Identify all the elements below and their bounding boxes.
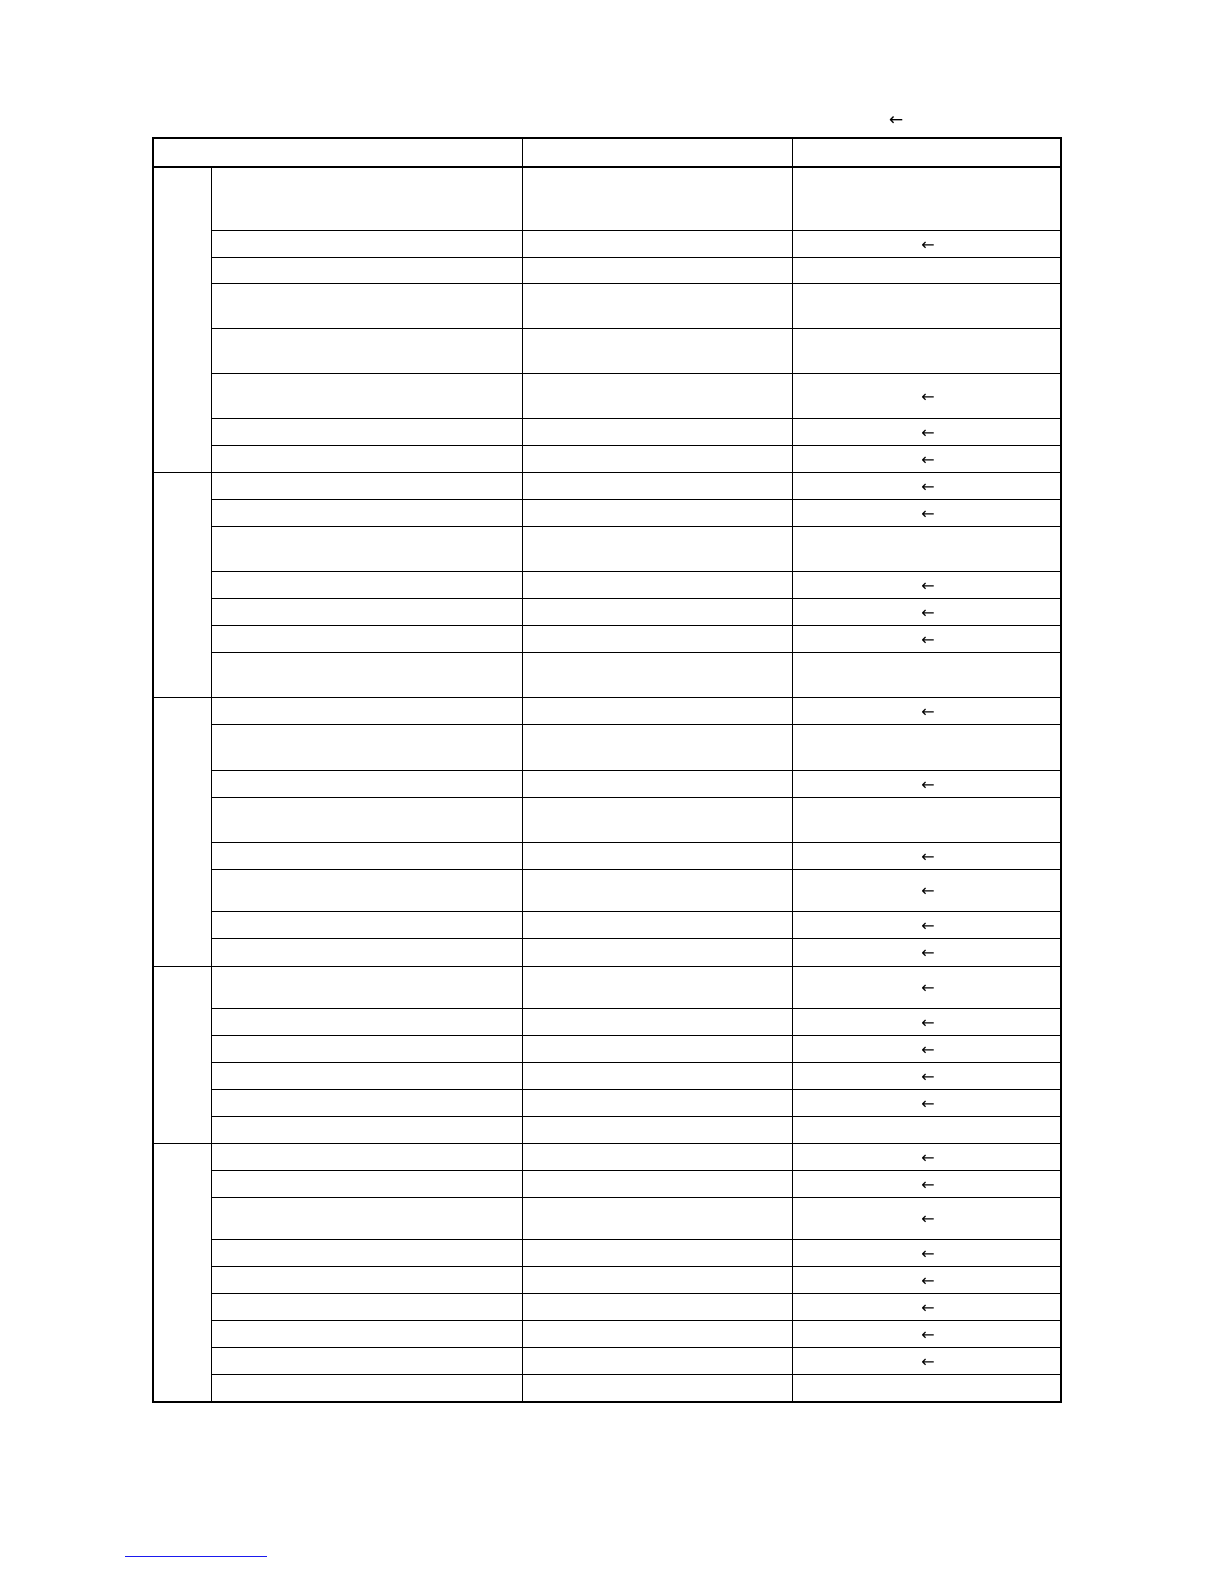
row-divider: [211, 571, 1060, 572]
row-divider: [211, 911, 1060, 912]
same-as-left-arrow: ←: [921, 234, 935, 254]
same-as-left-arrow: ←: [921, 1093, 935, 1113]
group-divider: [154, 966, 1060, 967]
same-as-left-arrow: ←: [921, 1351, 935, 1371]
row-divider: [211, 1089, 1060, 1090]
row-divider: [211, 842, 1060, 843]
same-as-left-arrow: ←: [921, 503, 935, 523]
same-as-left-arrow: ←: [921, 1297, 935, 1317]
row-divider: [211, 1035, 1060, 1036]
row-divider: [211, 1320, 1060, 1321]
same-as-left-arrow: ←: [921, 846, 935, 866]
row-divider: [211, 598, 1060, 599]
row-divider: [211, 1239, 1060, 1240]
same-as-left-arrow: ←: [921, 774, 935, 794]
row-divider: [211, 1374, 1060, 1375]
row-divider: [211, 257, 1060, 258]
row-divider: [211, 526, 1060, 527]
row-divider: [211, 328, 1060, 329]
same-as-left-arrow: ←: [921, 575, 935, 595]
row-divider: [211, 373, 1060, 374]
same-as-left-arrow: ←: [921, 1147, 935, 1167]
same-as-left-arrow: ←: [921, 1209, 935, 1228]
same-as-left-arrow: ←: [921, 943, 935, 962]
same-as-left-arrow: ←: [921, 386, 935, 406]
row-divider: [211, 499, 1060, 500]
same-as-left-arrow: ←: [921, 422, 935, 442]
legend-arrow-symbol: ←: [888, 110, 904, 130]
same-as-left-arrow: ←: [921, 1270, 935, 1290]
same-as-left-arrow: ←: [921, 1174, 935, 1194]
same-as-left-arrow: ←: [921, 449, 935, 469]
row-divider: [211, 938, 1060, 939]
group-divider: [154, 1143, 1060, 1144]
row-divider: [211, 1062, 1060, 1063]
header-divider: [154, 166, 1060, 168]
same-as-left-arrow: ←: [921, 629, 935, 649]
row-divider: [211, 1116, 1060, 1117]
same-as-left-arrow: ←: [921, 476, 935, 496]
row-divider: [211, 1347, 1060, 1348]
row-divider: [211, 283, 1060, 284]
row-divider: [211, 418, 1060, 419]
row-divider: [211, 797, 1060, 798]
row-divider: [211, 1197, 1060, 1198]
row-divider: [211, 445, 1060, 446]
row-divider: [211, 770, 1060, 771]
row-divider: [211, 1008, 1060, 1009]
group-divider: [154, 472, 1060, 473]
row-divider: [211, 625, 1060, 626]
same-as-left-arrow: ←: [921, 1324, 935, 1344]
same-as-left-arrow: ←: [921, 881, 935, 900]
row-divider: [211, 652, 1060, 653]
same-as-left-arrow: ←: [921, 1243, 935, 1263]
comparison-table: [152, 137, 1062, 1403]
same-as-left-arrow: ←: [921, 602, 935, 622]
same-as-left-arrow: ←: [921, 1039, 935, 1059]
row-divider: [211, 1266, 1060, 1267]
group-column-divider: [211, 166, 212, 1402]
footer-link-underline[interactable]: [125, 1556, 267, 1557]
row-divider: [211, 230, 1060, 231]
same-as-left-arrow: ←: [921, 915, 935, 935]
row-divider: [211, 724, 1060, 725]
row-divider: [211, 1170, 1060, 1171]
same-as-left-arrow: ←: [921, 978, 935, 997]
group-divider: [154, 697, 1060, 698]
same-as-left-arrow: ←: [921, 1012, 935, 1032]
row-divider: [211, 1293, 1060, 1294]
same-as-left-arrow: ←: [921, 701, 935, 721]
row-divider: [211, 869, 1060, 870]
same-as-left-arrow: ←: [921, 1066, 935, 1086]
